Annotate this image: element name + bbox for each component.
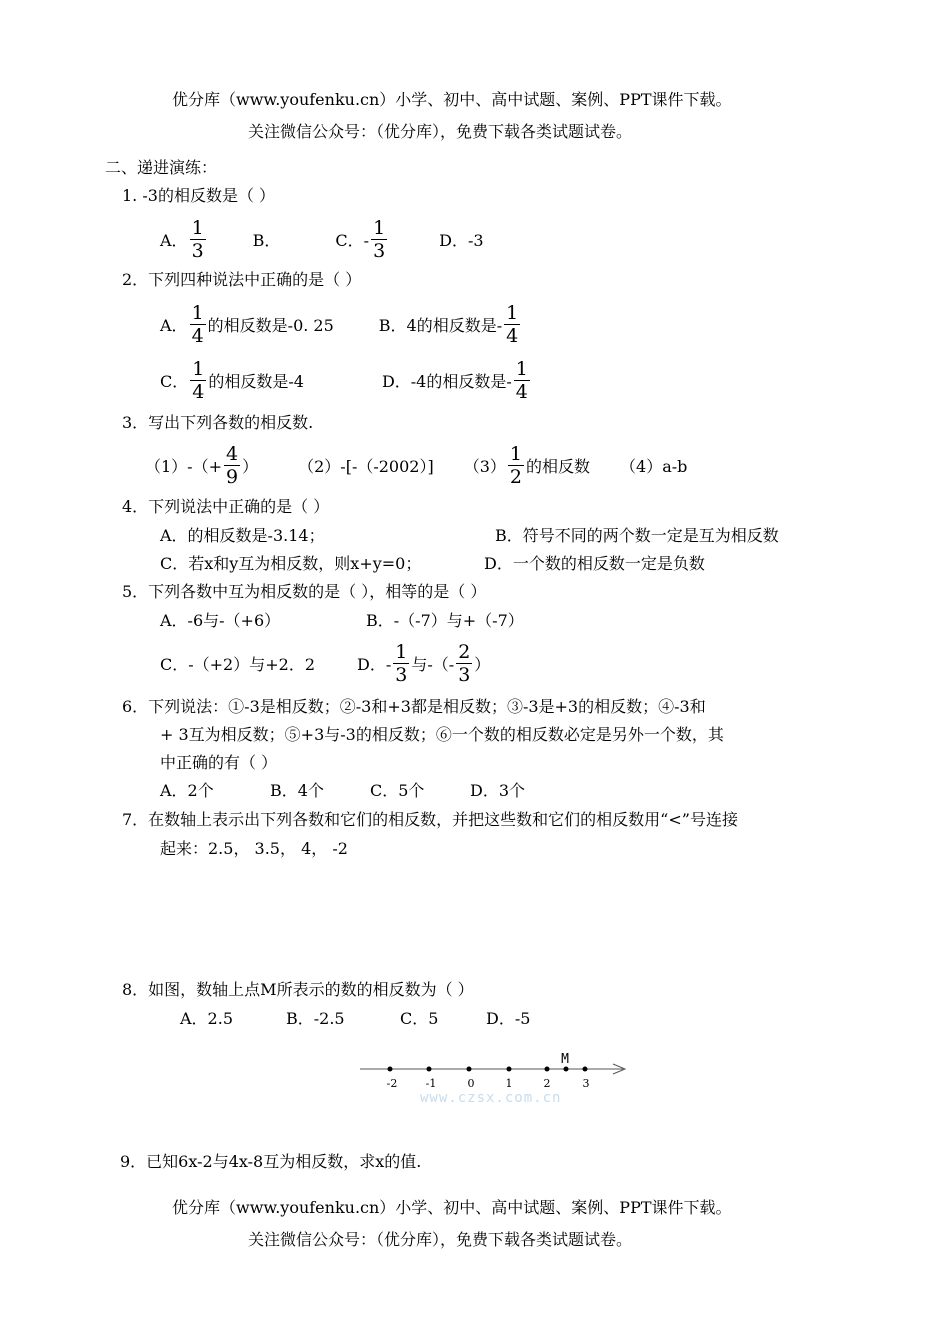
q3-part2: （2）-[-（-2002）] xyxy=(298,456,434,476)
q3-parts xyxy=(145,440,687,490)
q1-option-c-fraction: $\frac{1}{3}$ xyxy=(373,216,386,262)
axis-point xyxy=(545,1067,550,1072)
axis-tick-label: 1 xyxy=(505,1077,513,1090)
axis-tick-label: 0 xyxy=(467,1077,475,1090)
axis-tick-label: 3 xyxy=(582,1077,590,1090)
q3-part4: （4）a-b xyxy=(620,456,688,476)
q8-option-a: A．2.5 xyxy=(180,1009,234,1028)
q6-option-a: A．2个 xyxy=(160,781,214,800)
q4-option-b: B．符号不同的两个数一定是互为相反数 xyxy=(495,526,779,545)
watermark-text: www.czsx.com.cn xyxy=(420,1090,562,1106)
section-title: 二、递进演练： xyxy=(105,158,218,177)
q8-option-d: D．-5 xyxy=(486,1009,531,1028)
point-m-label: M xyxy=(561,1052,569,1067)
q2-row-ab xyxy=(160,299,522,349)
q2-option-a-label: A． xyxy=(160,315,188,335)
axis-point xyxy=(507,1067,512,1072)
q5-row-cd xyxy=(160,638,490,688)
q6-option-b: B．4个 xyxy=(270,781,324,800)
q5-option-a: A．-6与-（+6） xyxy=(160,611,281,630)
axis-tick-label: 2 xyxy=(543,1077,551,1090)
q4-option-d: D．一个数的相反数一定是负数 xyxy=(484,554,705,573)
q5-option-d-post: ） xyxy=(474,654,491,674)
q2-option-a-fraction: $\frac{1}{4}$ xyxy=(191,301,204,347)
q5-option-d-pre: D．- xyxy=(357,654,392,674)
q7-line-1: 7．在数轴上表示出下列各数和它们的相反数，并把这些数和它们的相反数用“<”号连接 xyxy=(122,810,738,829)
q8-option-b: B．-2.5 xyxy=(286,1009,345,1028)
q3-part3-pre: （3） xyxy=(463,456,506,476)
q1-option-a-fraction: $\frac{1}{3}$ xyxy=(191,216,204,262)
q2-stem: 2．下列四种说法中正确的是（ ） xyxy=(122,270,362,289)
axis-point xyxy=(583,1067,588,1072)
q6-line-1: 6．下列说法：①-3是相反数；②-3和+3都是相反数；③-3是+3的相反数；④-3和 xyxy=(122,697,706,716)
q1-stem: 1. -3的相反数是（ ） xyxy=(122,186,276,205)
axis-tick-label: -2 xyxy=(386,1077,398,1090)
axis-point xyxy=(427,1067,432,1072)
q3-part1-pre: （1）-（+ xyxy=(145,456,222,476)
q8-stem: 8．如图，数轴上点M所表示的数的相反数为（ ） xyxy=(122,980,474,999)
q2-option-c-fraction: $\frac{1}{4}$ xyxy=(192,357,205,403)
footer-line-1: 优分库（www.youfenku.cn）小学、初中、高中试题、案例、PPT课件下载。 xyxy=(172,1198,732,1217)
q4-option-c: C．若x和y互为相反数，则x+y=0； xyxy=(160,554,422,573)
q2-option-b-fraction: $\frac{1}{4}$ xyxy=(506,301,519,347)
q5-option-d-fraction-2: $\frac{2}{3}$ xyxy=(458,640,471,686)
q4-stem: 4．下列说法中正确的是（ ） xyxy=(122,497,330,516)
q2-option-c-text: 的相反数是-4 xyxy=(208,371,304,391)
q2-row-cd xyxy=(160,355,532,405)
header-line-2: 关注微信公众号：（优分库），免费下载各类试题试卷。 xyxy=(248,122,633,141)
q5-option-c: C．-（+2）与+2．2 xyxy=(160,654,316,674)
q1-option-d: D．-3 xyxy=(439,230,484,250)
q3-part3-fraction: $\frac{1}{2}$ xyxy=(509,442,522,488)
q8-option-c: C．5 xyxy=(400,1009,439,1028)
q5-stem: 5．下列各数中互为相反数的是（ ），相等的是（ ） xyxy=(122,582,487,601)
q1-option-a-label: A． xyxy=(160,230,188,250)
q9-stem: 9．已知6x-2与4x-8互为相反数，求x的值. xyxy=(120,1152,422,1171)
q2-option-d-fraction: $\frac{1}{4}$ xyxy=(515,357,528,403)
q1-option-c-label: C．- xyxy=(335,230,370,250)
axis-point xyxy=(388,1067,393,1072)
point-m xyxy=(564,1067,569,1072)
axis-tick-label: -1 xyxy=(425,1077,437,1090)
q4-option-a: A．的相反数是-3.14； xyxy=(160,526,325,545)
q5-option-d-fraction-1: $\frac{1}{3}$ xyxy=(395,640,408,686)
q3-part1-fraction: $\frac{4}{9}$ xyxy=(226,442,239,488)
q3-part3-post: 的相反数 xyxy=(526,456,591,476)
footer-line-2: 关注微信公众号：（优分库），免费下载各类试题试卷。 xyxy=(248,1230,633,1249)
q6-line-3: 中正确的有（ ） xyxy=(160,753,278,772)
q7-line-2: 起来：2.5， 3.5， 4， -2 xyxy=(160,839,348,858)
q5-option-b: B．-（-7）与+（-7） xyxy=(366,611,524,630)
header-line-1: 优分库（www.youfenku.cn）小学、初中、高中试题、案例、PPT课件下载。 xyxy=(172,90,732,109)
q5-option-d-mid: 与-（- xyxy=(411,654,455,674)
q6-option-d: D．3个 xyxy=(470,781,526,800)
axis-point xyxy=(467,1067,472,1072)
q1-option-b: B． xyxy=(252,230,281,250)
q6-option-c: C．5个 xyxy=(370,781,425,800)
q3-part1-post: ） xyxy=(242,456,259,476)
q2-option-d-text: D．-4的相反数是- xyxy=(381,371,512,391)
q2-option-c-label: C． xyxy=(160,371,189,391)
q3-stem: 3．写出下列各数的相反数. xyxy=(122,413,314,432)
q2-option-a-text: 的相反数是-0. 25 xyxy=(207,315,334,335)
q1-options xyxy=(160,214,484,264)
q2-option-b-text: B．4的相反数是- xyxy=(378,315,503,335)
q6-line-2: + 3互为相反数；⑤+3与-3的相反数；⑥一个数的相反数必定是另外一个数，其 xyxy=(160,725,724,744)
